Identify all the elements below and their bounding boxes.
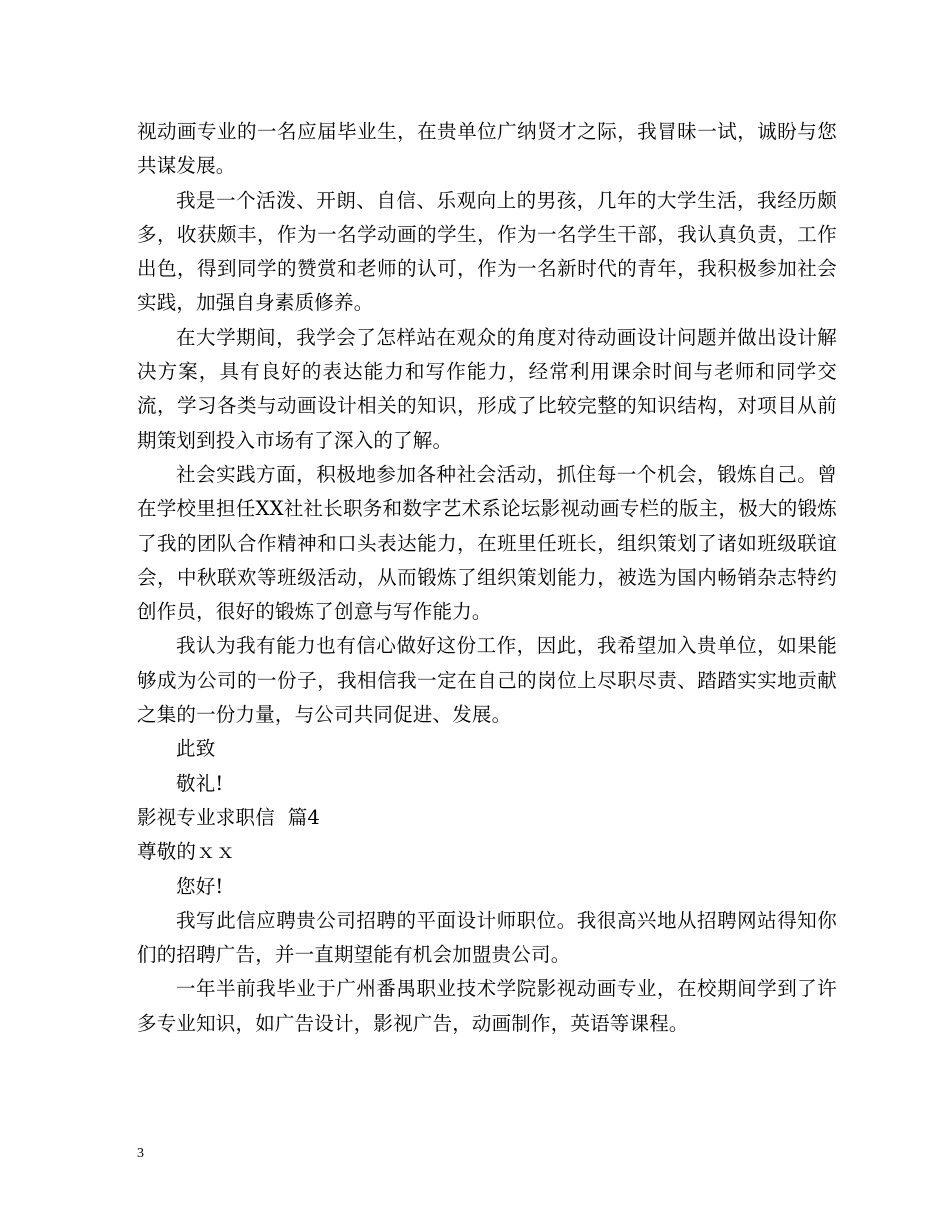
closing-salutation-line: 此致 <box>176 737 216 761</box>
paragraph-5: 我认为我有能力也有信心做好这份工作，因此，我希望加入贵单位，如果能够成为公司的一份子，我相信我一定在自己的岗位上尽职尽责、踏踏实实地贡献之集的一份力量，与公司共同促进、发展。 <box>137 634 837 727</box>
paragraph-3: 在大学期间，我学会了怎样站在观众的角度对待动画设计问题并做出设计解决方案，具有良好的表达能力和写作能力，经常利用课余时间与老师和同学交流，学习各类与动画设计相关的知识，形成了比较完整的知识结构，对项目从前期策划到投入市场有了深入的了解。 <box>137 325 837 452</box>
page-number: 3 <box>137 1146 144 1161</box>
section-heading: 影视专业求职信 篇4 <box>137 805 321 829</box>
paragraph-1: 视动画专业的一名应届毕业生，在贵单位广纳贤才之际，我冒昧一试，诚盼与您共谋发展。 <box>137 120 837 178</box>
paragraph-6: 我写此信应聘贵公司招聘的平面设计师职位。我很高兴地从招聘网站得知你们的招聘广告，并一直期望能有机会加盟贵公司。 <box>137 908 837 967</box>
document-body <box>137 115 837 1041</box>
paragraph-7: 一年半前我毕业于广州番禺职业技术学院影视动画专业，在校期间学到了许多专业知识，如广告设计，影视广告，动画制作，英语等课程。 <box>137 977 837 1035</box>
paragraph-4: 社会实践方面，积极地参加各种社会活动，抓住每一个机会，锻炼自己。曾在学校里担任XX社社长职务和数字艺术系论坛影视动画专栏的版主，极大的锻炼了我的团队合作精神和口头表达能力，在班里任班长，组织策划了诸如班级联谊会，中秋联欢等班级活动，从而锻炼了组织策划能力，被选为国内畅销杂志特约创作员，很好的锻炼了创意与写作能力。 <box>137 462 837 624</box>
letter-recipient: 尊敬的ｘｘ <box>137 840 236 864</box>
paragraph-2: 我是一个活泼、开朗、自信、乐观向上的男孩，几年的大学生活，我经历颇多，收获颇丰，作为一名学动画的学生，作为一名学生干部，我认真负责，工作出色，得到同学的赞赏和老师的认可，作为一名新时代的青年，我积极参加社会实践，加强自身素质修养。 <box>137 188 837 315</box>
closing-respect-line: 敬礼! <box>176 771 224 795</box>
letter-greeting: 您好! <box>176 874 224 898</box>
